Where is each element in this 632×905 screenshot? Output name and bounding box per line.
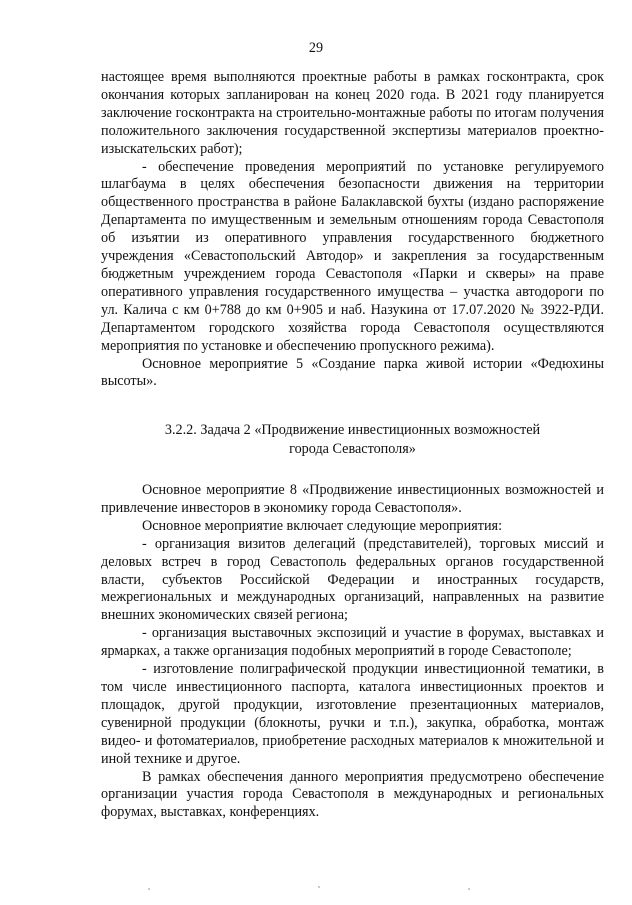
text-block-2 bbox=[101, 482, 604, 822]
paragraph-barrier: - обеспечение проведения мероприятий по установке регулируемого шлагбаума в целях обеспечения безопасности движения на территории общественного пространства в районе Балаклавской бухты (издано распоряжение Департамента по имущественным и земельным отношениям города Севастополя об изъятии из оперативного управления государственного бюджетного учреждения «Севастопольский Автодор» и закрепления за государственным бюджетным учреждением города Севастополя «Парки и скверы» на праве оперативного управления государственного имущества – участка автодороги по ул. Калича с км 0+788 до км 0+905 и наб. Назукина от 17.07.2020 № 3922-РДИ. Департаментом городского хозяйства города Севастополя осуществляются мероприятия по установке и обеспечению пропускного режима). bbox=[101, 158, 604, 354]
page-number: 29 bbox=[308, 40, 324, 56]
scan-speck bbox=[468, 888, 470, 890]
paragraph-includes: Основное мероприятие включает следующие мероприятия: bbox=[142, 517, 503, 534]
paragraph-exhibitions: - организация выставочных экспозиций и участие в форумах, выставках и ярмарках, а также организация подобных мероприятий в городе Севастополе; bbox=[101, 625, 604, 660]
paragraph-activity-5: Основное мероприятие 5 «Создание парка живой истории «Федюхины высоты». bbox=[101, 355, 604, 390]
section-heading bbox=[101, 421, 604, 458]
paragraph-conclusion: В рамках обеспечения данного мероприятия предусмотрено обеспечение организации участия города Севастополя в международных и региональных форумах, выставках, конференциях. bbox=[101, 768, 604, 821]
section-heading-line-1: 3.2.2. Задача 2 «Продвижение инвестиционных возможностей bbox=[164, 422, 541, 438]
paragraph-continuation: настоящее время выполняются проектные работы в рамках госконтракта, срок окончания которых запланирован на конец 2020 года. В 2021 году планируется заключение госконтракта на строительно-монтажные работы по итогам получения положительного заключения государственной экспертизы материалов проектно-изыскательских работ); bbox=[101, 69, 604, 157]
paragraph-printing: - изготовление полиграфической продукции инвестиционной тематики, в том числе инвестиционного паспорта, каталога инвестиционных проектов и площадок, другой продукции, изготовление презентационных материалов, сувенирной продукции (блокноты, ручки и т.п.), закупка, обработка, монтаж видео- и фотоматериалов, приобретение расходных материалов к множительной и иной технике и другое. bbox=[101, 661, 604, 767]
paragraph-visits: - организация визитов делегаций (представителей), торговых миссий и деловых встреч в город Севастополь федеральных органов государственной власти, субъектов Российской Федерации и иностранных государств, межрегиональных и международных организаций, направленных на развитие внешних экономических связей региона; bbox=[101, 535, 604, 624]
scan-speck bbox=[318, 886, 320, 888]
text-block-1 bbox=[101, 69, 604, 391]
section-heading-line-2: города Севастополя» bbox=[289, 440, 416, 457]
scan-speck bbox=[148, 888, 150, 890]
paragraph-activity-8: Основное мероприятие 8 «Продвижение инвестиционных возможностей и привлечение инвесторов в экономику города Севастополя». bbox=[101, 482, 604, 516]
